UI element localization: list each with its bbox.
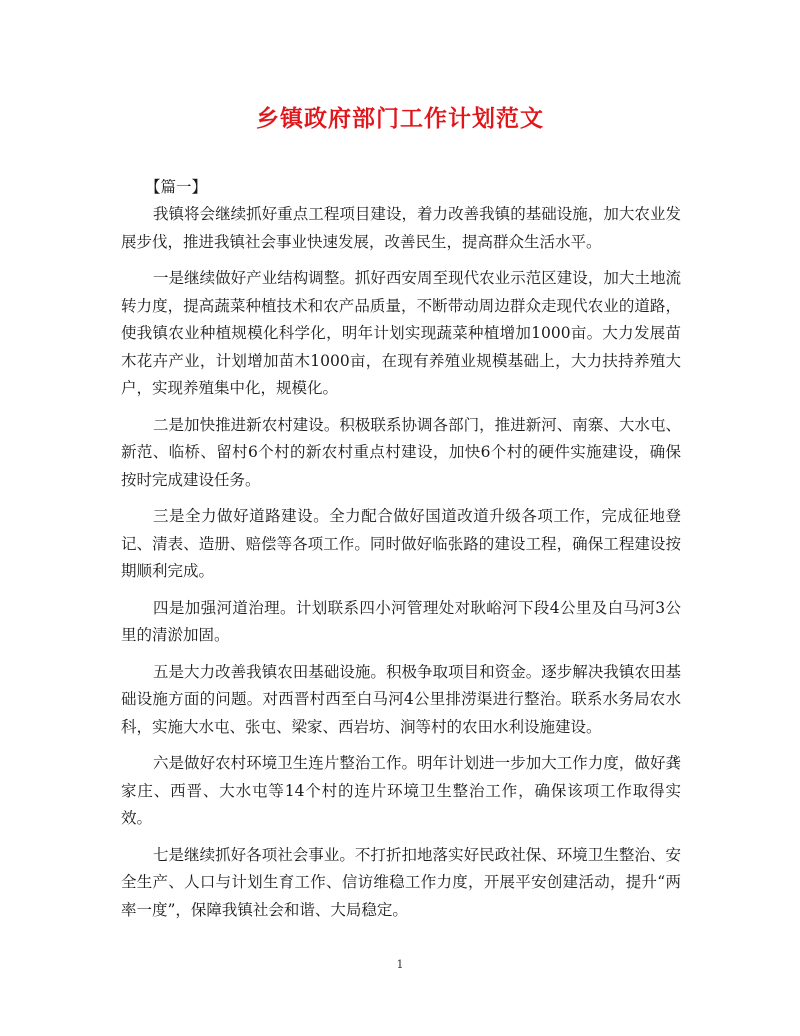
paragraph-environment-sanitation: 六是做好农村环境卫生连片整治工作。明年计划进一步加大工作力度，做好龚家庄、西晋、大水屯等14个村的连片环境卫生整治工作，确保该项工作取得实效。 [121,754,681,827]
paragraph-road-construction: 三是全力做好道路建设。全力配合做好国道改道升级各项工作，完成征地登记、清表、造册、赔偿等各项工作。同时做好临张路的建设工程，确保工程建设按期顺利完成。 [121,507,681,580]
document-body [121,174,681,933]
section-label: 【篇一】 [145,178,208,196]
document-title: 乡镇政府部门工作计划范文 [256,105,544,132]
paragraph-new-rural-construction: 二是加快推进新农村建设。积极联系协调各部门，推进新河、南寨、大水屯、新范、临桥、留村6个村的新农村重点村建设，加快6个村的硬件实施建设，确保按时完成建设任务。 [121,415,681,489]
paragraph-intro: 我镇将会继续抓好重点工程项目建设，着力改善我镇的基础设施，加大农业发展步伐，推进我镇社会事业快速发展，改善民生，提高群众生活水平。 [121,205,681,251]
paragraph-farmland-infrastructure: 五是大力改善我镇农田基础设施。积极争取项目和资金。逐步解决我镇农田基础设施方面的问题。对西晋村西至白马河4公里排涝渠进行整治。联系水务局农水科，实施大水屯、张屯、梁家、西岩坊、涧等村的农田水利设施建设。 [121,662,681,736]
paragraph-social-affairs: 七是继续抓好各项社会事业。不打折扣地落实好民政社保、环境卫生整治、安全生产、人口与计划生育工作、信访维稳工作力度，开展平安创建活动，提升“两率一度”，保障我镇社会和谐、大局稳定。 [121,845,681,919]
paragraph-river-management: 四是加强河道治理。计划联系四小河管理处对耿峪河下段4公里及白马河3公里的清淤加固。 [121,598,681,644]
paragraph-industry-structure: 一是继续做好产业结构调整。抓好西安周至现代农业示范区建设，加大土地流转力度，提高蔬菜种植技术和农产品质量，不断带动周边群众走现代农业的道路，使我镇农业种植规模化科学化，明年计划实现蔬菜种植增加1000亩。大力发展苗木花卉产业，计划增加苗木1000亩，在现有养殖业规模基础上，大力扶持养殖大户，实现养殖集中化，规模化。 [121,269,681,397]
page-number: 1 [396,958,404,971]
